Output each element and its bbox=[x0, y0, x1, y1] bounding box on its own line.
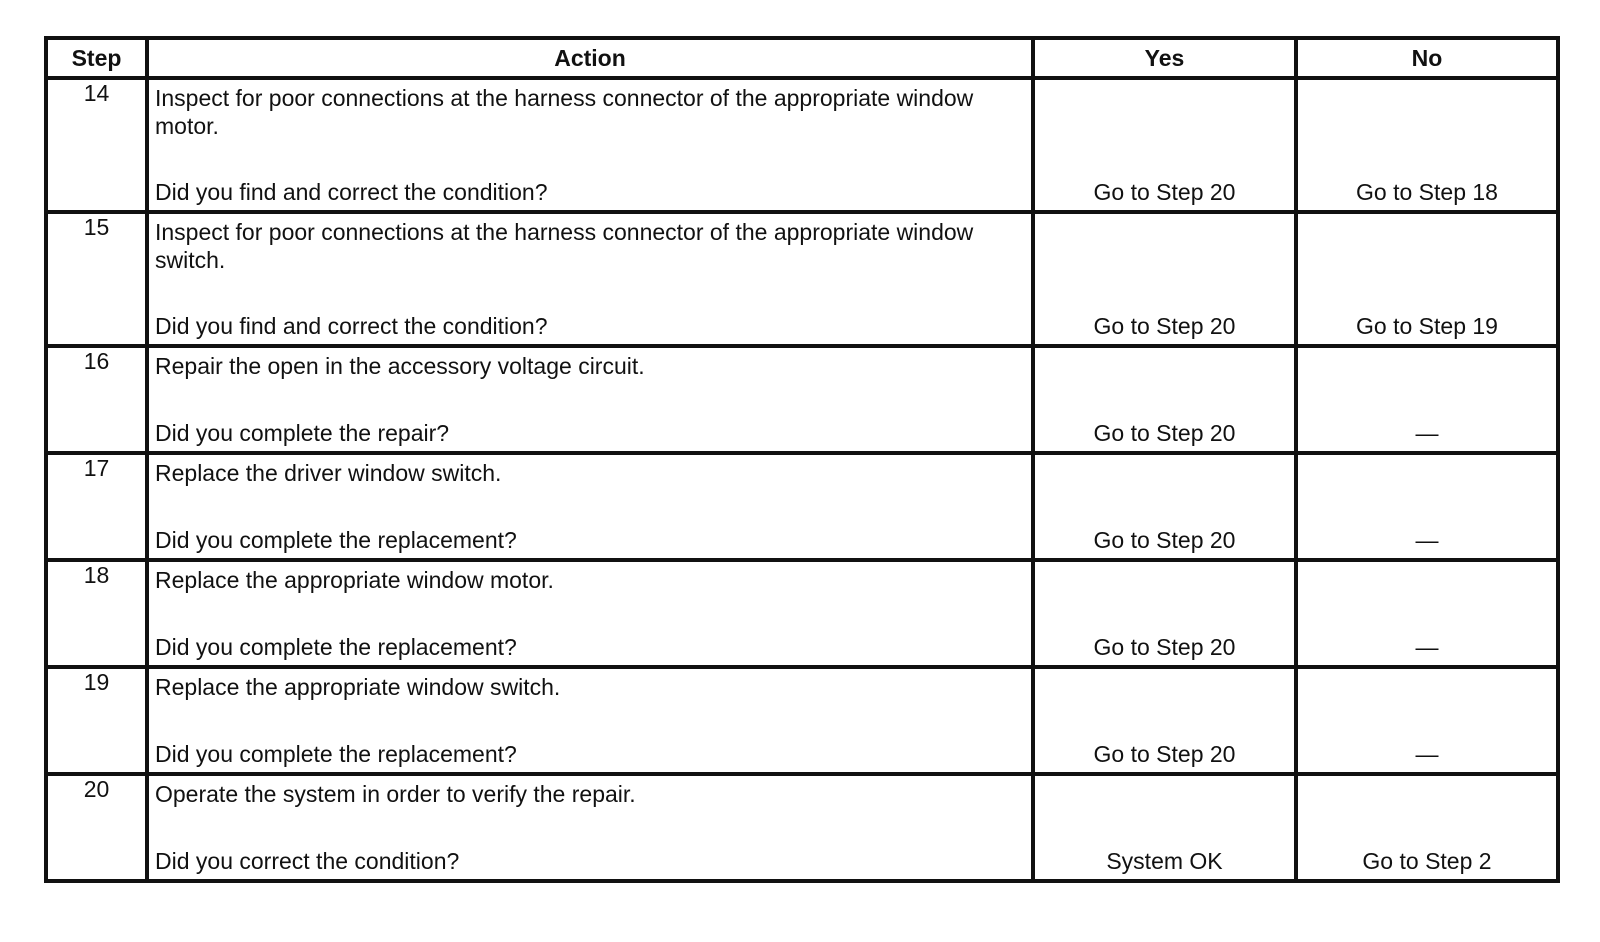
diagnostic-table bbox=[44, 36, 1560, 883]
yes-result: Go to Step 20 bbox=[1093, 179, 1236, 205]
header-no: No bbox=[1296, 38, 1558, 78]
action-cell bbox=[147, 667, 1033, 774]
no-cell bbox=[1296, 346, 1558, 453]
action-cell bbox=[147, 453, 1033, 560]
action-question: Did you find and correct the condition? bbox=[155, 313, 548, 339]
header-row bbox=[46, 38, 1558, 78]
header-step: Step bbox=[46, 38, 147, 78]
yes-cell bbox=[1033, 346, 1296, 453]
table-row bbox=[46, 212, 1558, 346]
yes-cell bbox=[1033, 212, 1296, 346]
table-row bbox=[46, 78, 1558, 212]
step-number: 19 bbox=[46, 667, 147, 774]
yes-result: Go to Step 20 bbox=[1093, 420, 1236, 446]
yes-cell bbox=[1033, 560, 1296, 667]
action-instruction: Inspect for poor connections at the harness connector of the appropriate window switch. bbox=[155, 219, 974, 273]
yes-cell bbox=[1033, 667, 1296, 774]
action-instruction: Operate the system in order to verify the repair. bbox=[155, 781, 636, 807]
table-row bbox=[46, 667, 1558, 774]
no-cell bbox=[1296, 78, 1558, 212]
yes-cell bbox=[1033, 78, 1296, 212]
no-cell bbox=[1296, 212, 1558, 346]
no-result: — bbox=[1415, 741, 1439, 767]
step-number: 20 bbox=[46, 774, 147, 881]
step-number: 16 bbox=[46, 346, 147, 453]
table-row bbox=[46, 560, 1558, 667]
no-cell bbox=[1296, 774, 1558, 881]
action-instruction: Replace the appropriate window switch. bbox=[155, 674, 561, 700]
header-action: Action bbox=[147, 38, 1033, 78]
no-result: — bbox=[1415, 634, 1439, 660]
action-question: Did you complete the replacement? bbox=[155, 634, 517, 660]
action-cell bbox=[147, 560, 1033, 667]
action-question: Did you complete the replacement? bbox=[155, 741, 517, 767]
no-cell bbox=[1296, 667, 1558, 774]
table-row bbox=[46, 774, 1558, 881]
action-cell bbox=[147, 212, 1033, 346]
action-instruction: Repair the open in the accessory voltage circuit. bbox=[155, 353, 645, 379]
action-cell bbox=[147, 346, 1033, 453]
yes-result: Go to Step 20 bbox=[1093, 741, 1236, 767]
action-instruction: Replace the driver window switch. bbox=[155, 460, 502, 486]
table-row bbox=[46, 453, 1558, 560]
yes-result: Go to Step 20 bbox=[1093, 527, 1236, 553]
no-result: — bbox=[1415, 527, 1439, 553]
no-result: Go to Step 19 bbox=[1356, 313, 1498, 339]
action-cell bbox=[147, 78, 1033, 212]
step-number: 14 bbox=[46, 78, 147, 212]
step-number: 15 bbox=[46, 212, 147, 346]
yes-cell bbox=[1033, 774, 1296, 881]
no-result: — bbox=[1415, 420, 1439, 446]
no-result: Go to Step 18 bbox=[1356, 179, 1498, 205]
yes-result: Go to Step 20 bbox=[1093, 313, 1236, 339]
action-question: Did you complete the replacement? bbox=[155, 527, 517, 553]
yes-result: System OK bbox=[1106, 848, 1223, 874]
yes-cell bbox=[1033, 453, 1296, 560]
action-question: Did you complete the repair? bbox=[155, 420, 450, 446]
no-cell bbox=[1296, 453, 1558, 560]
table-row bbox=[46, 346, 1558, 453]
action-instruction: Replace the appropriate window motor. bbox=[155, 567, 554, 593]
action-question: Did you find and correct the condition? bbox=[155, 179, 548, 205]
step-number: 17 bbox=[46, 453, 147, 560]
no-result: Go to Step 2 bbox=[1362, 848, 1492, 874]
action-cell bbox=[147, 774, 1033, 881]
action-instruction: Inspect for poor connections at the harness connector of the appropriate window motor. bbox=[155, 85, 974, 139]
yes-result: Go to Step 20 bbox=[1093, 634, 1236, 660]
no-cell bbox=[1296, 560, 1558, 667]
header-yes: Yes bbox=[1033, 38, 1296, 78]
step-number: 18 bbox=[46, 560, 147, 667]
action-question: Did you correct the condition? bbox=[155, 848, 460, 874]
